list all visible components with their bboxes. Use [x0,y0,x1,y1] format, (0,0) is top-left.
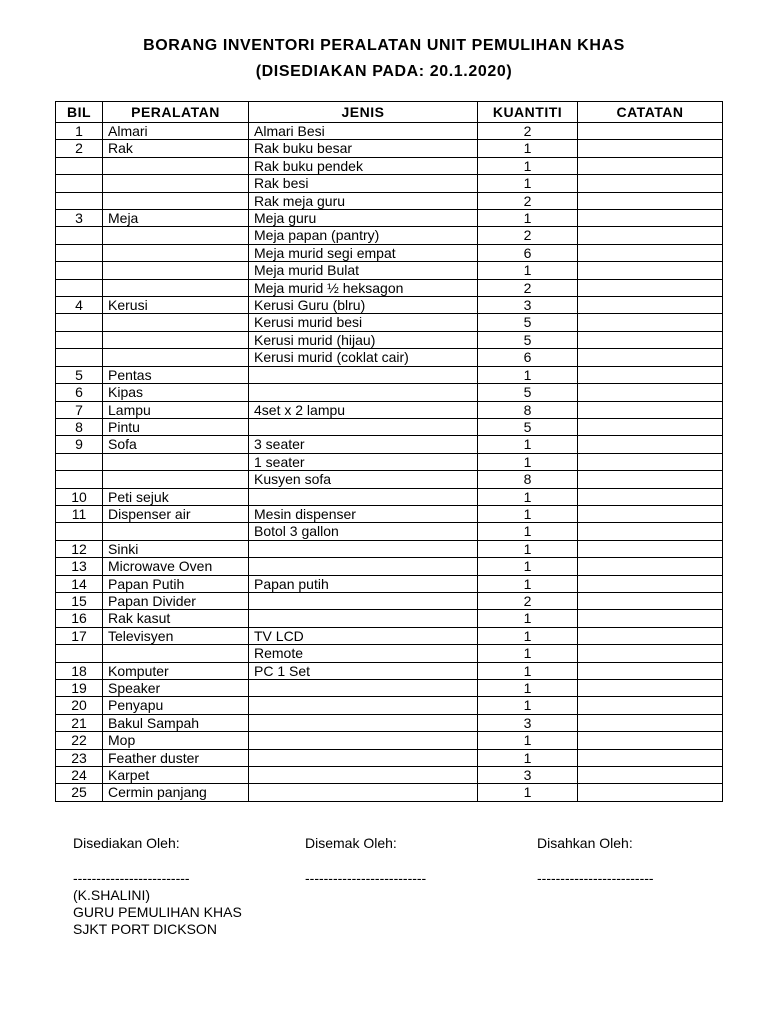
cell-kuantiti: 1 [478,749,578,766]
cell-bil [56,471,103,488]
cell-kuantiti: 1 [478,558,578,575]
cell-peralatan: Penyapu [103,697,249,714]
cell-kuantiti: 1 [478,645,578,662]
cell-jenis: Papan putih [249,575,478,592]
cell-kuantiti: 1 [478,680,578,697]
prepared-by-signature-line: ------------------------- [73,870,190,886]
cell-bil: 4 [56,297,103,314]
table-row [56,592,723,609]
cell-catatan [578,418,723,435]
cell-catatan [578,297,723,314]
cell-bil: 17 [56,627,103,644]
cell-catatan [578,279,723,296]
cell-peralatan [103,523,249,540]
cell-jenis: Meja murid segi empat [249,244,478,261]
table-row [56,523,723,540]
cell-peralatan: Sofa [103,436,249,453]
table-row [56,575,723,592]
cell-jenis: Kerusi Guru (blru) [249,297,478,314]
cell-jenis: Rak besi [249,175,478,192]
cell-catatan [578,732,723,749]
cell-jenis: Meja guru [249,210,478,227]
cell-kuantiti: 1 [478,523,578,540]
cell-bil [56,262,103,279]
table-row [56,210,723,227]
cell-peralatan: Dispenser air [103,505,249,522]
cell-bil: 7 [56,401,103,418]
prepared-by-school: SJKT PORT DICKSON [73,921,217,937]
table-row [56,366,723,383]
cell-peralatan: Meja [103,210,249,227]
cell-catatan [578,645,723,662]
cell-bil: 22 [56,732,103,749]
cell-bil [56,645,103,662]
cell-jenis: Kerusi murid (coklat cair) [249,349,478,366]
table-row [56,732,723,749]
form-date: (DISEDIAKAN PADA: 20.1.2020) [255,63,513,80]
cell-jenis [249,592,478,609]
cell-kuantiti: 6 [478,244,578,261]
table-row [56,662,723,679]
spacer [305,852,426,870]
cell-jenis [249,749,478,766]
table-row [56,279,723,296]
cell-kuantiti: 1 [478,505,578,522]
cell-jenis: Remote [249,645,478,662]
cell-bil [56,175,103,192]
cell-jenis: 4set x 2 lampu [249,401,478,418]
cell-kuantiti: 1 [478,210,578,227]
table-row [56,627,723,644]
cell-bil [56,157,103,174]
cell-bil [56,192,103,209]
cell-bil: 18 [56,662,103,679]
table-row [56,436,723,453]
cell-jenis: Meja murid ½ heksagon [249,279,478,296]
prepared-by-position: GURU PEMULIHAN KHAS [73,904,242,920]
cell-catatan [578,401,723,418]
cell-kuantiti: 5 [478,384,578,401]
cell-peralatan: Cermin panjang [103,784,249,801]
cell-catatan [578,662,723,679]
cell-catatan [578,540,723,557]
table-header-row [56,102,723,123]
cell-jenis: Almari Besi [249,123,478,140]
cell-bil: 6 [56,384,103,401]
table-row [56,175,723,192]
cell-peralatan: Rak kasut [103,610,249,627]
table-row [56,157,723,174]
cell-bil [56,453,103,470]
cell-bil: 23 [56,749,103,766]
cell-bil: 16 [56,610,103,627]
cell-bil [56,227,103,244]
form-title: BORANG INVENTORI PERALATAN UNIT PEMULIHAN KHAS [143,37,625,54]
cell-kuantiti: 2 [478,592,578,609]
cell-jenis [249,366,478,383]
cell-kuantiti: 8 [478,471,578,488]
cell-catatan [578,366,723,383]
table-row [56,123,723,140]
cell-jenis [249,558,478,575]
table-row [56,680,723,697]
cell-kuantiti: 2 [478,227,578,244]
cell-catatan [578,697,723,714]
cell-peralatan: Kipas [103,384,249,401]
cell-peralatan [103,175,249,192]
cell-jenis: 3 seater [249,436,478,453]
cell-jenis: TV LCD [249,627,478,644]
cell-kuantiti: 1 [478,175,578,192]
cell-peralatan: Pintu [103,418,249,435]
header-jenis: JENIS [249,102,478,123]
cell-catatan [578,767,723,784]
cell-jenis [249,488,478,505]
cell-peralatan: Pentas [103,366,249,383]
table-row [56,192,723,209]
cell-bil: 20 [56,697,103,714]
cell-jenis [249,610,478,627]
cell-peralatan: Mop [103,732,249,749]
inventory-table [55,101,723,802]
table-row [56,140,723,157]
cell-peralatan [103,331,249,348]
cell-catatan [578,244,723,261]
cell-bil [56,314,103,331]
table-row [56,610,723,627]
cell-kuantiti: 1 [478,140,578,157]
table-body [56,123,723,802]
cell-peralatan: Papan Putih [103,575,249,592]
cell-catatan [578,749,723,766]
cell-kuantiti: 1 [478,366,578,383]
table-row [56,384,723,401]
table-row [56,349,723,366]
cell-catatan [578,575,723,592]
cell-bil: 5 [56,366,103,383]
cell-catatan [578,262,723,279]
table-row [56,767,723,784]
approved-by-signature-line: ------------------------- [537,870,654,886]
cell-peralatan [103,645,249,662]
cell-bil: 1 [56,123,103,140]
cell-peralatan [103,244,249,261]
cell-peralatan: Feather duster [103,749,249,766]
table-row [56,505,723,522]
cell-bil: 24 [56,767,103,784]
cell-jenis [249,714,478,731]
cell-bil: 13 [56,558,103,575]
cell-kuantiti: 1 [478,436,578,453]
prepared-by-block [73,835,242,938]
cell-catatan [578,175,723,192]
cell-peralatan [103,471,249,488]
cell-kuantiti: 8 [478,401,578,418]
cell-bil [56,349,103,366]
cell-jenis [249,697,478,714]
cell-catatan [578,384,723,401]
cell-catatan [578,331,723,348]
table-row [56,645,723,662]
cell-jenis: Mesin dispenser [249,505,478,522]
header-peralatan: PERALATAN [103,102,249,123]
header-kuantiti: KUANTITI [478,102,578,123]
cell-bil [56,244,103,261]
table-row [56,714,723,731]
table-row [56,697,723,714]
cell-kuantiti: 1 [478,610,578,627]
cell-kuantiti: 5 [478,331,578,348]
cell-peralatan: Bakul Sampah [103,714,249,731]
cell-kuantiti: 2 [478,192,578,209]
cell-catatan [578,505,723,522]
cell-bil: 21 [56,714,103,731]
cell-kuantiti: 1 [478,262,578,279]
table-row [56,401,723,418]
cell-jenis: Kerusi murid besi [249,314,478,331]
cell-kuantiti: 1 [478,627,578,644]
cell-jenis [249,680,478,697]
cell-kuantiti: 1 [478,488,578,505]
cell-jenis [249,540,478,557]
cell-jenis: Rak buku besar [249,140,478,157]
cell-kuantiti: 5 [478,314,578,331]
cell-catatan [578,227,723,244]
cell-kuantiti: 1 [478,662,578,679]
cell-catatan [578,471,723,488]
checked-by-label: Disemak Oleh: [305,835,397,851]
cell-catatan [578,488,723,505]
cell-bil: 14 [56,575,103,592]
table-row [56,540,723,557]
cell-peralatan: Papan Divider [103,592,249,609]
table-row [56,558,723,575]
cell-peralatan: Kerusi [103,297,249,314]
table-row [56,314,723,331]
table-row [56,488,723,505]
cell-peralatan: Peti sejuk [103,488,249,505]
header-catatan: CATATAN [578,102,723,123]
cell-kuantiti: 1 [478,732,578,749]
cell-kuantiti: 1 [478,784,578,801]
cell-jenis: Kusyen sofa [249,471,478,488]
table-row [56,262,723,279]
cell-bil: 25 [56,784,103,801]
cell-jenis: Rak meja guru [249,192,478,209]
cell-kuantiti: 1 [478,575,578,592]
header-bil: BIL [56,102,103,123]
cell-bil [56,279,103,296]
cell-peralatan [103,157,249,174]
cell-kuantiti: 1 [478,697,578,714]
cell-peralatan: Televisyen [103,627,249,644]
cell-peralatan: Sinki [103,540,249,557]
cell-bil: 9 [56,436,103,453]
table-row [56,297,723,314]
prepared-by-label: Disediakan Oleh: [73,835,180,851]
cell-catatan [578,558,723,575]
table-row [56,784,723,801]
spacer [73,852,242,870]
table-row [56,471,723,488]
checked-by-block [305,835,426,887]
cell-bil: 15 [56,592,103,609]
cell-catatan [578,453,723,470]
cell-kuantiti: 1 [478,453,578,470]
cell-catatan [578,680,723,697]
cell-jenis: Botol 3 gallon [249,523,478,540]
cell-catatan [578,523,723,540]
table-row [56,749,723,766]
cell-catatan [578,192,723,209]
cell-peralatan: Karpet [103,767,249,784]
cell-bil: 12 [56,540,103,557]
cell-bil: 8 [56,418,103,435]
checked-by-signature-line: -------------------------- [305,870,427,886]
cell-peralatan: Rak [103,140,249,157]
cell-bil: 11 [56,505,103,522]
cell-jenis: 1 seater [249,453,478,470]
cell-catatan [578,140,723,157]
cell-peralatan [103,227,249,244]
cell-catatan [578,123,723,140]
approved-by-label: Disahkan Oleh: [537,835,633,851]
cell-kuantiti: 3 [478,297,578,314]
cell-catatan [578,349,723,366]
cell-kuantiti: 1 [478,540,578,557]
cell-peralatan [103,314,249,331]
cell-peralatan: Speaker [103,680,249,697]
cell-bil [56,331,103,348]
cell-catatan [578,157,723,174]
cell-kuantiti: 3 [478,714,578,731]
cell-peralatan: Lampu [103,401,249,418]
table-row [56,244,723,261]
cell-catatan [578,210,723,227]
cell-bil: 19 [56,680,103,697]
cell-jenis: Meja murid Bulat [249,262,478,279]
spacer [537,852,654,870]
cell-bil: 3 [56,210,103,227]
cell-bil: 2 [56,140,103,157]
cell-kuantiti: 2 [478,279,578,296]
cell-jenis [249,732,478,749]
table-row [56,227,723,244]
cell-kuantiti: 6 [478,349,578,366]
cell-peralatan [103,262,249,279]
cell-peralatan: Microwave Oven [103,558,249,575]
cell-kuantiti: 2 [478,123,578,140]
cell-peralatan [103,192,249,209]
table-row [56,331,723,348]
cell-peralatan [103,349,249,366]
cell-catatan [578,592,723,609]
cell-peralatan [103,453,249,470]
cell-jenis: Rak buku pendek [249,157,478,174]
cell-catatan [578,714,723,731]
cell-catatan [578,784,723,801]
cell-kuantiti: 1 [478,157,578,174]
cell-jenis [249,384,478,401]
cell-kuantiti: 3 [478,767,578,784]
table-row [56,418,723,435]
approved-by-block [537,835,654,887]
table-row [56,453,723,470]
cell-peralatan: Almari [103,123,249,140]
cell-jenis: Kerusi murid (hijau) [249,331,478,348]
cell-bil [56,523,103,540]
cell-jenis [249,784,478,801]
cell-jenis: Meja papan (pantry) [249,227,478,244]
cell-catatan [578,627,723,644]
cell-peralatan: Komputer [103,662,249,679]
cell-catatan [578,436,723,453]
cell-catatan [578,610,723,627]
prepared-by-name: (K.SHALINI) [73,887,151,903]
cell-bil: 10 [56,488,103,505]
cell-jenis [249,418,478,435]
cell-catatan [578,314,723,331]
cell-jenis [249,767,478,784]
cell-peralatan [103,279,249,296]
cell-jenis: PC 1 Set [249,662,478,679]
cell-kuantiti: 5 [478,418,578,435]
